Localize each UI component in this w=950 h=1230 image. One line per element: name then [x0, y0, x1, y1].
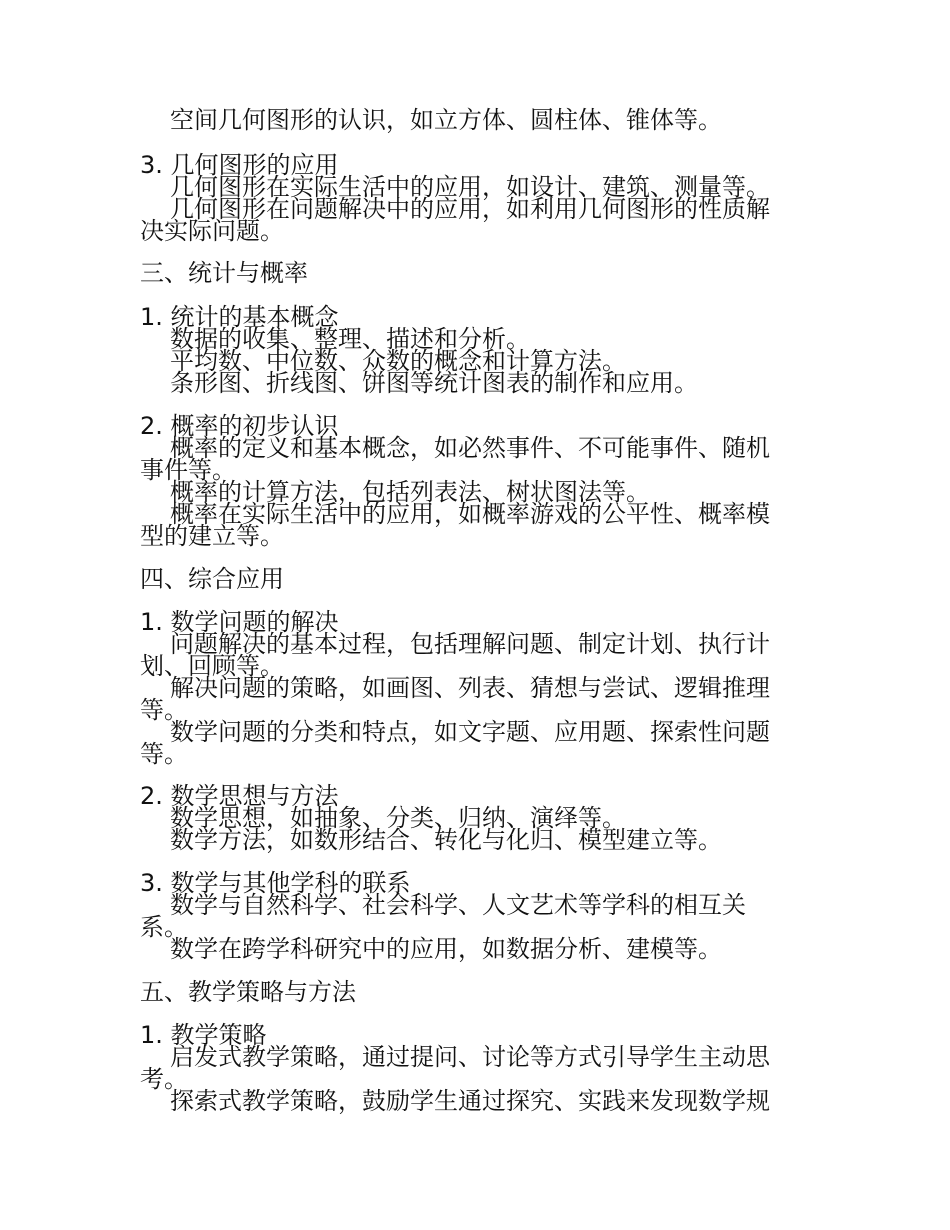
heading-statistics-probability: 三、统计与概率 — [140, 259, 308, 287]
text-line-19: 问题解决的基本过程，包括理解问题、制定计划、执行计 — [170, 630, 770, 658]
text-line-23: 数学问题的分类和特点，如文字题、应用题、探索性问题 — [170, 718, 770, 746]
subheading-teaching-strategy: 1. 教学策略 — [140, 1021, 267, 1049]
subheading-geometry-application: 3. 几何图形的应用 — [140, 151, 339, 179]
text-line-35: 考。 — [140, 1065, 188, 1093]
text-line-27: 数学方法，如数形结合、转化与化归、模型建立等。 — [170, 826, 722, 854]
text-line-16: 型的建立等。 — [140, 522, 284, 550]
subheading-probability-intro: 2. 概率的初步认识 — [140, 412, 339, 440]
text-line-10: 条形图、折线图、饼图等统计图表的制作和应用。 — [170, 369, 698, 397]
text-line-26: 数学思想，如抽象、分类、归纳、演绎等。 — [170, 804, 626, 832]
text-line-21: 解决问题的策略，如画图、列表、猜想与尝试、逻辑推理 — [170, 674, 770, 702]
text-line-9: 平均数、中位数、众数的概念和计算方法。 — [170, 347, 626, 375]
subheading-statistics-concepts: 1. 统计的基本概念 — [140, 303, 339, 331]
heading-teaching-strategies: 五、教学策略与方法 — [140, 978, 356, 1006]
text-line-24: 等。 — [140, 740, 188, 768]
subheading-math-thinking: 2. 数学思想与方法 — [140, 782, 339, 810]
subheading-interdisciplinary: 3. 数学与其他学科的联系 — [140, 869, 411, 897]
text-line-1: 空间几何图形的认识，如立方体、圆柱体、锥体等。 — [170, 106, 722, 134]
text-line-15: 概率在实际生活中的应用，如概率游戏的公平性、概率模 — [170, 500, 770, 528]
text-line-29: 数学与自然科学、社会科学、人文艺术等学科的相互关 — [170, 891, 746, 919]
text-line-8: 数据的收集、整理、描述和分析。 — [170, 325, 530, 353]
text-line-14: 概率的计算方法，包括列表法、树状图法等。 — [170, 478, 650, 506]
text-line-12: 概率的定义和基本概念，如必然事件、不可能事件、随机 — [170, 434, 770, 462]
text-line-5: 决实际问题。 — [140, 217, 284, 245]
text-line-36: 探索式教学策略，鼓励学生通过探究、实践来发现数学规 — [170, 1087, 770, 1115]
text-line-30: 系。 — [140, 913, 188, 941]
text-line-13: 事件等。 — [140, 456, 236, 484]
text-line-4: 几何图形在问题解决中的应用，如利用几何图形的性质解 — [170, 195, 770, 223]
text-line-22: 等。 — [140, 696, 188, 724]
text-line-31: 数学在跨学科研究中的应用，如数据分析、建模等。 — [170, 935, 722, 963]
subheading-problem-solving: 1. 数学问题的解决 — [140, 608, 339, 636]
text-line-34: 启发式教学策略，通过提问、讨论等方式引导学生主动思 — [170, 1043, 770, 1071]
heading-comprehensive-application: 四、综合应用 — [140, 565, 284, 593]
text-line-3: 几何图形在实际生活中的应用，如设计、建筑、测量等。 — [170, 173, 770, 201]
text-line-20: 划、回顾等。 — [140, 652, 284, 680]
